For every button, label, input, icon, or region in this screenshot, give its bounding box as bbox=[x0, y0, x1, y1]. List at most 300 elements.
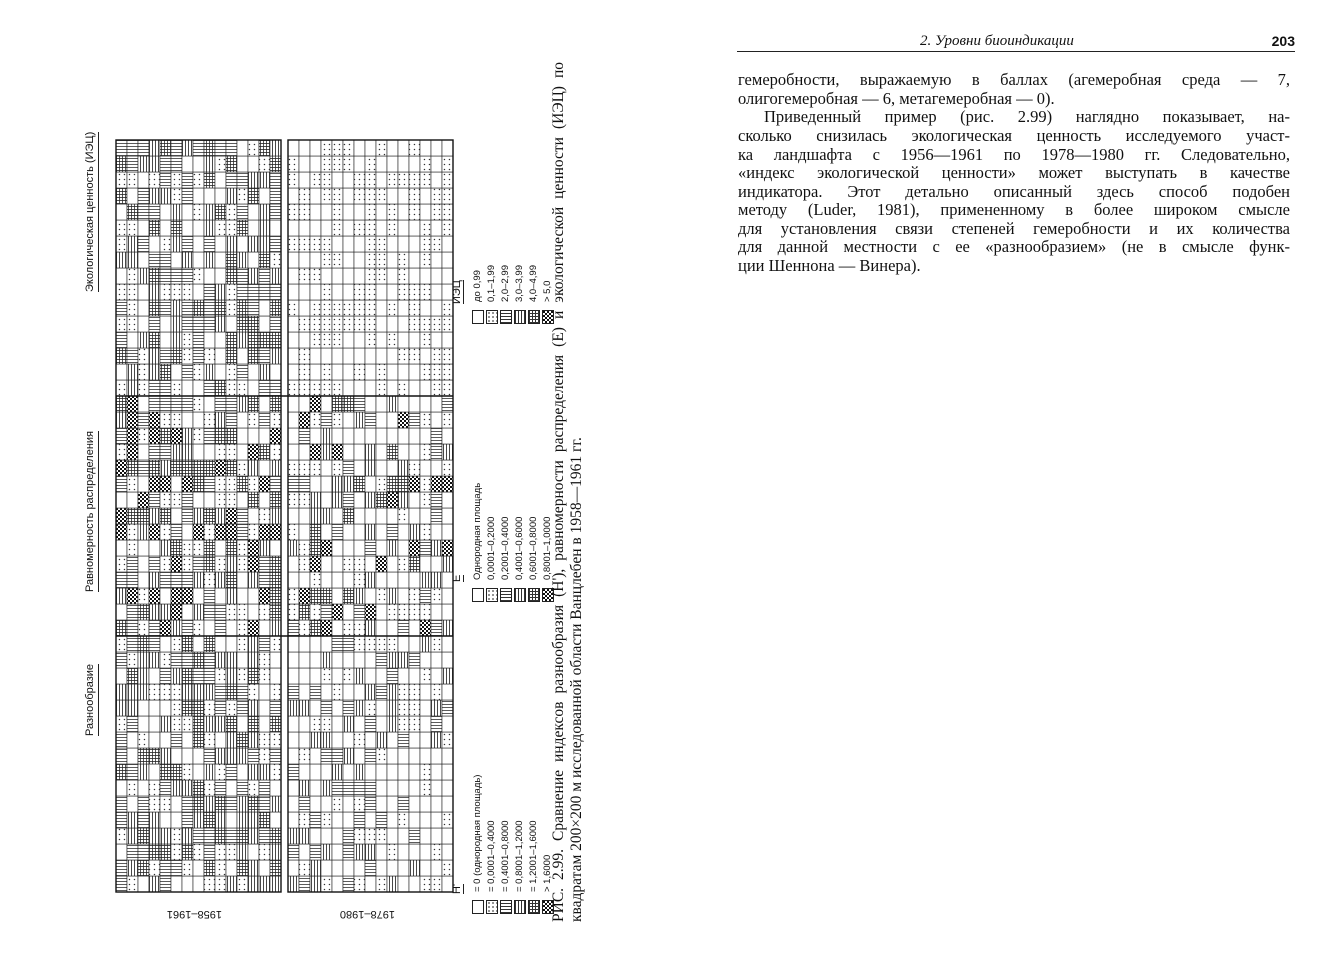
map-cell bbox=[332, 524, 343, 540]
map-cell bbox=[431, 636, 442, 652]
map-cell bbox=[420, 524, 431, 540]
map-cell bbox=[420, 348, 431, 364]
map-cell bbox=[332, 668, 343, 684]
map-cell bbox=[116, 700, 127, 716]
map-cell bbox=[193, 604, 204, 620]
map-cell bbox=[193, 172, 204, 188]
map-cell bbox=[442, 316, 453, 332]
map-cell bbox=[237, 700, 248, 716]
map-cell bbox=[310, 476, 321, 492]
year-label-1978-1980: 1978–1980 bbox=[339, 908, 395, 920]
map-cell bbox=[270, 364, 281, 380]
map-cell bbox=[398, 268, 409, 284]
map-cell bbox=[237, 252, 248, 268]
map-cell bbox=[226, 860, 237, 876]
legend-iec-item: до 0,99 bbox=[472, 270, 483, 302]
map-cell bbox=[332, 188, 343, 204]
map-cell bbox=[321, 764, 332, 780]
map-cell bbox=[149, 588, 160, 604]
map-cell bbox=[270, 828, 281, 844]
map-cell bbox=[420, 588, 431, 604]
map-cell bbox=[226, 412, 237, 428]
map-cell bbox=[354, 604, 365, 620]
map-cell bbox=[193, 812, 204, 828]
map-cell bbox=[182, 188, 193, 204]
map-cell bbox=[248, 764, 259, 780]
map-cell bbox=[343, 156, 354, 172]
legend-e-item: 0,2001–0,4000 bbox=[500, 516, 511, 580]
map-cell bbox=[299, 700, 310, 716]
map-cell bbox=[259, 668, 270, 684]
map-cell bbox=[299, 220, 310, 236]
map-cell bbox=[259, 540, 270, 556]
map-cell bbox=[116, 236, 127, 252]
map-cell bbox=[127, 540, 138, 556]
map-cell bbox=[376, 428, 387, 444]
map-cell bbox=[398, 156, 409, 172]
map-cell bbox=[259, 860, 270, 876]
map-cell bbox=[387, 524, 398, 540]
map-cell bbox=[215, 812, 226, 828]
map-cell bbox=[259, 876, 270, 892]
map-cell bbox=[321, 780, 332, 796]
map-cell bbox=[193, 668, 204, 684]
map-cell bbox=[387, 700, 398, 716]
map-cell bbox=[171, 636, 182, 652]
map-cell bbox=[248, 796, 259, 812]
map-cell bbox=[420, 284, 431, 300]
text-line: ции Шеннона — Винера). bbox=[738, 256, 921, 275]
map-cell bbox=[149, 476, 160, 492]
map-cell bbox=[270, 796, 281, 812]
map-cell bbox=[310, 764, 321, 780]
map-cell bbox=[127, 556, 138, 572]
map-cell bbox=[270, 412, 281, 428]
map-cell bbox=[138, 620, 149, 636]
map-cell bbox=[138, 668, 149, 684]
map-cell bbox=[420, 540, 431, 556]
map-cell bbox=[226, 700, 237, 716]
map-cell bbox=[376, 396, 387, 412]
map-cell bbox=[332, 204, 343, 220]
map-cell bbox=[160, 428, 171, 444]
map-cell bbox=[116, 188, 127, 204]
map-cell bbox=[431, 428, 442, 444]
map-cell bbox=[332, 844, 343, 860]
map-cell bbox=[409, 220, 420, 236]
map-cell bbox=[171, 476, 182, 492]
map-cell bbox=[420, 828, 431, 844]
map-cell bbox=[376, 348, 387, 364]
map-cell bbox=[138, 412, 149, 428]
map-cell bbox=[116, 316, 127, 332]
map-cell bbox=[431, 268, 442, 284]
map-cell bbox=[431, 716, 442, 732]
swatch-h-1 bbox=[486, 900, 498, 914]
swatch-h-4 bbox=[528, 900, 540, 914]
map-cell bbox=[376, 220, 387, 236]
map-cell bbox=[149, 156, 160, 172]
map-cell bbox=[332, 828, 343, 844]
map-cell bbox=[310, 284, 321, 300]
map-cell bbox=[376, 732, 387, 748]
map-cell bbox=[321, 716, 332, 732]
map-cell bbox=[431, 620, 442, 636]
map-cell bbox=[420, 572, 431, 588]
map-cells bbox=[116, 140, 453, 892]
map-cell bbox=[387, 460, 398, 476]
map-cell bbox=[398, 572, 409, 588]
map-cell bbox=[116, 412, 127, 428]
map-cell bbox=[237, 876, 248, 892]
legend-iec-item: 3,0–3,99 bbox=[514, 265, 525, 302]
map-cell bbox=[160, 396, 171, 412]
map-cell bbox=[248, 604, 259, 620]
map-cell bbox=[193, 684, 204, 700]
map-cell bbox=[299, 156, 310, 172]
map-cell bbox=[127, 460, 138, 476]
map-cell bbox=[343, 860, 354, 876]
map-cell bbox=[321, 812, 332, 828]
map-cell bbox=[270, 172, 281, 188]
map-cell bbox=[409, 748, 420, 764]
map-cell bbox=[204, 716, 215, 732]
map-cell bbox=[354, 668, 365, 684]
map-cell bbox=[343, 668, 354, 684]
map-cell bbox=[332, 700, 343, 716]
map-cell bbox=[310, 188, 321, 204]
map-cell bbox=[310, 780, 321, 796]
map-cell bbox=[215, 588, 226, 604]
map-cell bbox=[387, 684, 398, 700]
map-cell bbox=[259, 524, 270, 540]
map-cell bbox=[376, 796, 387, 812]
map-cell bbox=[321, 572, 332, 588]
map-cell bbox=[387, 364, 398, 380]
map-cell bbox=[387, 284, 398, 300]
map-cell bbox=[376, 652, 387, 668]
map-cell bbox=[321, 748, 332, 764]
map-cell bbox=[376, 492, 387, 508]
map-cell bbox=[288, 220, 299, 236]
map-cell bbox=[310, 300, 321, 316]
map-cell bbox=[171, 796, 182, 812]
map-cell bbox=[332, 252, 343, 268]
map-cell bbox=[193, 508, 204, 524]
map-cell bbox=[365, 732, 376, 748]
map-cell bbox=[215, 396, 226, 412]
map-cell bbox=[259, 492, 270, 508]
map-cell bbox=[310, 636, 321, 652]
map-cell bbox=[365, 604, 376, 620]
map-cell bbox=[442, 236, 453, 252]
map-cell bbox=[193, 348, 204, 364]
map-cell bbox=[160, 316, 171, 332]
map-cell bbox=[387, 204, 398, 220]
map-cell bbox=[354, 524, 365, 540]
map-cell bbox=[204, 684, 215, 700]
map-cell bbox=[160, 204, 171, 220]
map-cell bbox=[343, 252, 354, 268]
map-cell bbox=[321, 380, 332, 396]
map-cell bbox=[343, 652, 354, 668]
map-cell bbox=[204, 204, 215, 220]
legend-h-item: = 0,0001–0,4000 bbox=[486, 820, 497, 892]
map-cell bbox=[354, 380, 365, 396]
map-cell bbox=[398, 620, 409, 636]
map-cell bbox=[204, 220, 215, 236]
map-cell bbox=[431, 652, 442, 668]
swatch-iec-4 bbox=[528, 310, 540, 324]
map-cell bbox=[431, 316, 442, 332]
map-cell bbox=[332, 540, 343, 556]
map-cell bbox=[160, 748, 171, 764]
map-cell bbox=[354, 732, 365, 748]
map-cell bbox=[171, 460, 182, 476]
map-cell bbox=[270, 492, 281, 508]
map-cell bbox=[310, 252, 321, 268]
map-cell bbox=[398, 348, 409, 364]
map-cell bbox=[215, 700, 226, 716]
map-cell bbox=[321, 876, 332, 892]
map-cell bbox=[354, 700, 365, 716]
map-cell bbox=[193, 476, 204, 492]
map-cell bbox=[442, 732, 453, 748]
map-cell bbox=[138, 428, 149, 444]
map-cell bbox=[259, 380, 270, 396]
map-cell bbox=[398, 716, 409, 732]
map-cell bbox=[387, 652, 398, 668]
map-cell bbox=[182, 668, 193, 684]
map-cell bbox=[442, 812, 453, 828]
map-cell bbox=[299, 332, 310, 348]
map-cell bbox=[288, 668, 299, 684]
map-cell bbox=[332, 748, 343, 764]
map-cell bbox=[431, 284, 442, 300]
map-cell bbox=[237, 764, 248, 780]
map-cell bbox=[127, 828, 138, 844]
map-cell bbox=[149, 716, 160, 732]
map-cell bbox=[398, 220, 409, 236]
map-cell bbox=[409, 796, 420, 812]
map-cell bbox=[431, 732, 442, 748]
map-cell bbox=[442, 396, 453, 412]
map-cell bbox=[288, 364, 299, 380]
map-cell bbox=[288, 332, 299, 348]
map-cell bbox=[259, 812, 270, 828]
map-cell bbox=[215, 492, 226, 508]
map-cell bbox=[431, 444, 442, 460]
map-cell bbox=[442, 444, 453, 460]
map-cell bbox=[237, 236, 248, 252]
map-cell bbox=[343, 732, 354, 748]
map-cell bbox=[270, 524, 281, 540]
map-cell bbox=[332, 236, 343, 252]
map-cell bbox=[387, 492, 398, 508]
map-cell bbox=[354, 332, 365, 348]
map-cell bbox=[409, 428, 420, 444]
map-cell bbox=[321, 268, 332, 284]
map-cell bbox=[387, 172, 398, 188]
map-cell bbox=[321, 636, 332, 652]
map-cell bbox=[226, 588, 237, 604]
map-cell bbox=[442, 796, 453, 812]
map-cell bbox=[259, 348, 270, 364]
map-cell bbox=[116, 828, 127, 844]
map-cell bbox=[215, 716, 226, 732]
map-cell bbox=[420, 188, 431, 204]
swatch-e-3 bbox=[514, 588, 526, 602]
map-cell bbox=[442, 620, 453, 636]
map-cell bbox=[409, 716, 420, 732]
map-cell bbox=[116, 268, 127, 284]
map-cell bbox=[138, 684, 149, 700]
map-cell bbox=[215, 748, 226, 764]
map-cell bbox=[160, 796, 171, 812]
map-cell bbox=[127, 780, 138, 796]
map-cell bbox=[193, 540, 204, 556]
swatch-e-4 bbox=[528, 588, 540, 602]
map-cell bbox=[171, 316, 182, 332]
map-cell bbox=[171, 876, 182, 892]
map-cell bbox=[259, 188, 270, 204]
map-cell bbox=[270, 284, 281, 300]
map-cell bbox=[237, 780, 248, 796]
map-cell bbox=[431, 796, 442, 812]
map-cell bbox=[248, 684, 259, 700]
swatch-h-2 bbox=[500, 900, 512, 914]
section-title-ecological-value: Экологическая ценность (ИЭЦ) bbox=[82, 132, 99, 292]
map-cell bbox=[182, 428, 193, 444]
map-cell bbox=[116, 796, 127, 812]
map-cell bbox=[288, 428, 299, 444]
map-cell bbox=[127, 252, 138, 268]
map-cell bbox=[127, 428, 138, 444]
map-cell bbox=[321, 844, 332, 860]
map-cell bbox=[354, 140, 365, 156]
map-cell bbox=[237, 796, 248, 812]
map-cell bbox=[288, 460, 299, 476]
map-cell bbox=[376, 716, 387, 732]
map-cell bbox=[116, 668, 127, 684]
swatch-iec-0 bbox=[472, 310, 484, 324]
map-cell bbox=[171, 156, 182, 172]
map-cell bbox=[127, 572, 138, 588]
map-cell bbox=[343, 716, 354, 732]
map-cell bbox=[288, 172, 299, 188]
map-cell bbox=[288, 380, 299, 396]
map-cell bbox=[270, 252, 281, 268]
map-cell bbox=[138, 508, 149, 524]
map-cell bbox=[310, 220, 321, 236]
map-cell bbox=[182, 796, 193, 812]
map-cell bbox=[321, 508, 332, 524]
map-cell bbox=[149, 172, 160, 188]
map-cell bbox=[270, 348, 281, 364]
map-cell bbox=[248, 220, 259, 236]
map-cell bbox=[442, 764, 453, 780]
map-cell bbox=[116, 556, 127, 572]
map-cell bbox=[288, 316, 299, 332]
map-cell bbox=[127, 700, 138, 716]
map-cell bbox=[299, 764, 310, 780]
map-cell bbox=[321, 828, 332, 844]
map-cell bbox=[116, 332, 127, 348]
map-cell bbox=[182, 476, 193, 492]
map-cell bbox=[299, 140, 310, 156]
map-cell bbox=[398, 204, 409, 220]
map-cell bbox=[138, 492, 149, 508]
map-cell bbox=[226, 348, 237, 364]
map-cell bbox=[204, 332, 215, 348]
map-cell bbox=[442, 700, 453, 716]
map-cell bbox=[160, 572, 171, 588]
map-cell bbox=[354, 300, 365, 316]
map-cell bbox=[387, 828, 398, 844]
map-cell bbox=[398, 316, 409, 332]
map-cell bbox=[442, 460, 453, 476]
map-cell bbox=[204, 876, 215, 892]
map-cell bbox=[138, 380, 149, 396]
map-cell bbox=[149, 780, 160, 796]
map-cell bbox=[398, 188, 409, 204]
map-cell bbox=[409, 652, 420, 668]
map-cell bbox=[387, 620, 398, 636]
map-cell bbox=[365, 380, 376, 396]
map-cell bbox=[237, 412, 248, 428]
map-cell bbox=[248, 572, 259, 588]
map-cell bbox=[215, 828, 226, 844]
map-cell bbox=[409, 540, 420, 556]
map-cell bbox=[127, 268, 138, 284]
map-cell bbox=[431, 668, 442, 684]
legend-h-item: = 1,2001–1,6000 bbox=[528, 820, 539, 892]
map-cell bbox=[171, 524, 182, 540]
map-cell bbox=[376, 700, 387, 716]
map-cell bbox=[376, 844, 387, 860]
map-cell bbox=[127, 140, 138, 156]
map-cell bbox=[204, 428, 215, 444]
map-cell bbox=[215, 332, 226, 348]
map-cell bbox=[160, 588, 171, 604]
map-cell bbox=[310, 140, 321, 156]
map-cell bbox=[321, 684, 332, 700]
map-cell bbox=[420, 860, 431, 876]
map-cell bbox=[310, 492, 321, 508]
map-cell bbox=[409, 780, 420, 796]
map-cell bbox=[398, 428, 409, 444]
map-cell bbox=[127, 492, 138, 508]
map-cell bbox=[387, 316, 398, 332]
map-cell bbox=[204, 732, 215, 748]
map-cell bbox=[420, 156, 431, 172]
map-cell bbox=[149, 652, 160, 668]
map-cell bbox=[288, 620, 299, 636]
map-cell bbox=[226, 316, 237, 332]
swatch-h-3 bbox=[514, 900, 526, 914]
map-cell bbox=[171, 204, 182, 220]
map-cell bbox=[332, 396, 343, 412]
map-cell bbox=[270, 236, 281, 252]
map-cell bbox=[182, 412, 193, 428]
map-cell bbox=[215, 348, 226, 364]
map-cell bbox=[149, 444, 160, 460]
map-cell bbox=[398, 540, 409, 556]
text-line: сколько снизилась экологическая ценность исследуемого участ- bbox=[738, 126, 1290, 145]
map-cell bbox=[270, 476, 281, 492]
map-cell bbox=[259, 508, 270, 524]
map-cell bbox=[332, 508, 343, 524]
